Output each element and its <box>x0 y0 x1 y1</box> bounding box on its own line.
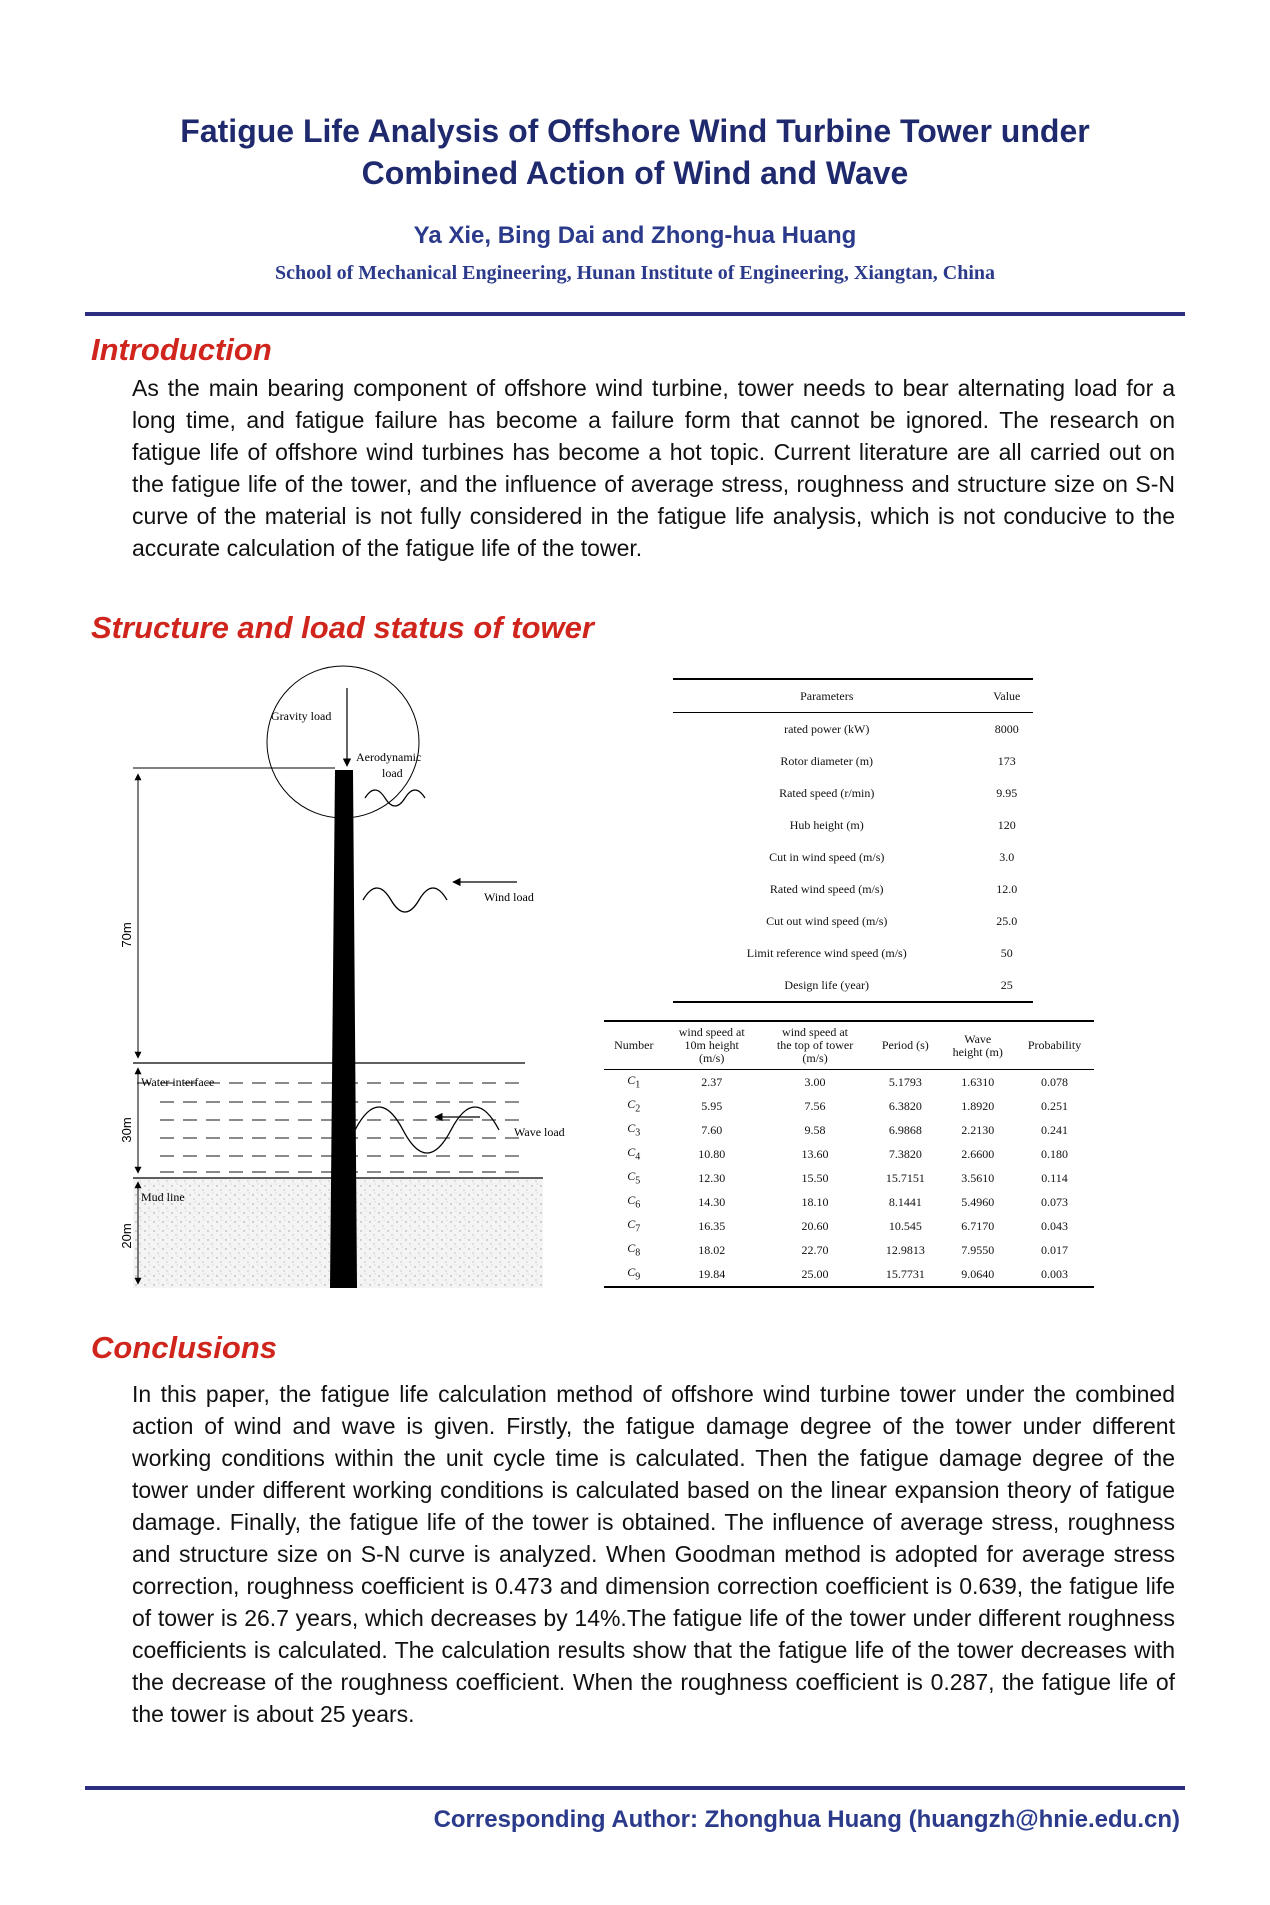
param-value-cell: 173 <box>997 753 1016 768</box>
probability-cell: 0.003 <box>1041 1266 1069 1281</box>
wstop-header-line-1: wind speed at <box>782 1025 849 1039</box>
condition-index: 1 <box>635 1079 641 1091</box>
ws10-header-line-3: (m/s) <box>699 1051 725 1065</box>
authors: Ya Xie, Bing Dai and Zhong-hua Huang <box>413 222 857 249</box>
condition-number-cell <box>604 1070 664 1095</box>
wstop-cell: 25.00 <box>801 1266 829 1281</box>
condition-row <box>604 1238 1094 1262</box>
condition-row <box>604 1118 1094 1142</box>
param-value-cell: 8000 <box>994 721 1019 736</box>
param-name-cell: Limit reference wind speed (m/s) <box>746 945 907 960</box>
wave-height-cell: 1.6310 <box>961 1074 995 1089</box>
ws10-col-header <box>664 1021 760 1070</box>
wstop-cell: 13.60 <box>801 1146 829 1161</box>
structure-heading: Structure and load status of tower <box>91 610 594 645</box>
period-col-header: Period (s) <box>881 1038 929 1052</box>
condition-letter: C <box>627 1073 636 1088</box>
aero-load-label-2: load <box>382 766 403 780</box>
height-70m-label: 70m <box>119 922 134 948</box>
wave-height-cell: 2.6600 <box>961 1146 995 1161</box>
param-row <box>673 777 1033 809</box>
wave-height-cell: 7.9550 <box>961 1242 995 1257</box>
period-cell: 15.7731 <box>885 1266 925 1281</box>
wave-height-cell: 9.0640 <box>961 1266 995 1281</box>
probability-cell: 0.180 <box>1041 1146 1069 1161</box>
ws10-cell: 14.30 <box>698 1194 726 1209</box>
param-row <box>673 937 1033 969</box>
wave-height-cell: 6.7170 <box>961 1218 995 1233</box>
wstop-cell: 7.56 <box>804 1098 826 1113</box>
condition-number-cell <box>604 1166 664 1190</box>
condition-row <box>604 1094 1094 1118</box>
probability-cell: 0.078 <box>1041 1074 1069 1089</box>
ws10-cell: 16.35 <box>698 1218 726 1233</box>
value-col-header: Value <box>993 688 1021 703</box>
condition-number-cell <box>604 1238 664 1262</box>
condition-index: 2 <box>635 1103 641 1115</box>
probability-cell: 0.073 <box>1041 1194 1069 1209</box>
param-value-cell: 50 <box>1000 945 1013 960</box>
param-value-cell: 9.95 <box>996 785 1018 800</box>
working-conditions-table <box>604 1020 1094 1288</box>
height-20m-label: 20m <box>119 1223 134 1249</box>
condition-letter: C <box>627 1193 636 1208</box>
wstop-cell: 18.10 <box>801 1194 829 1209</box>
ws10-cell: 7.60 <box>701 1122 723 1137</box>
condition-row <box>604 1214 1094 1238</box>
period-cell: 8.1441 <box>888 1194 922 1209</box>
ws10-header-line-2: 10m height <box>684 1038 739 1052</box>
tower-body <box>330 770 357 1288</box>
title-line-1: Fatigue Life Analysis of Offshore Wind Turbine Tower under <box>180 113 1090 149</box>
wave-load-label: Wave load <box>514 1125 565 1139</box>
param-header-row <box>673 679 1033 713</box>
tower-load-diagram <box>119 670 565 1290</box>
param-row <box>673 713 1033 746</box>
wstop-cell: 22.70 <box>801 1242 829 1257</box>
param-name-cell: Cut out wind speed (m/s) <box>766 913 888 928</box>
param-row <box>673 809 1033 841</box>
cond-table-body <box>604 1070 1094 1288</box>
condition-row <box>604 1190 1094 1214</box>
condition-letter: C <box>627 1097 636 1112</box>
conclusions-heading: Conclusions <box>91 1330 278 1365</box>
param-name-cell: Rotor diameter (m) <box>780 753 874 768</box>
condition-number-cell <box>604 1118 664 1142</box>
condition-number-cell <box>604 1190 664 1214</box>
condition-row <box>604 1070 1094 1095</box>
wave-header-line-1: Wave <box>964 1031 992 1046</box>
param-name-cell: Rated wind speed (m/s) <box>769 881 884 896</box>
param-name-cell: Design life (year) <box>784 977 870 992</box>
probability-cell: 0.251 <box>1041 1098 1069 1113</box>
probability-cell: 0.017 <box>1041 1242 1069 1257</box>
param-name-cell: Cut in wind speed (m/s) <box>769 849 885 864</box>
period-cell: 12.9813 <box>885 1242 925 1257</box>
param-row <box>673 969 1033 1002</box>
probability-col-header: Probability <box>1027 1038 1082 1052</box>
ws10-cell: 10.80 <box>698 1146 726 1161</box>
param-row <box>673 841 1033 873</box>
gravity-load-label: Gravity load <box>271 709 332 723</box>
period-cell: 5.1793 <box>888 1074 922 1089</box>
mud-line-label: Mud line <box>141 1190 185 1204</box>
water-dashes <box>137 1083 525 1172</box>
condition-letter: C <box>627 1217 636 1232</box>
ws10-header-line-1: wind speed at <box>678 1025 745 1039</box>
param-value-cell: 12.0 <box>996 881 1018 896</box>
condition-index: 4 <box>635 1151 641 1163</box>
condition-letter: C <box>627 1265 636 1280</box>
ws10-cell: 18.02 <box>698 1242 726 1257</box>
period-cell: 15.7151 <box>885 1170 925 1185</box>
period-cell: 6.9868 <box>888 1122 922 1137</box>
wave-sine-symbol <box>355 1107 499 1153</box>
cond-header-row <box>604 1021 1094 1070</box>
wstop-cell: 9.58 <box>804 1122 826 1137</box>
wave-height-cell: 2.2130 <box>961 1122 995 1137</box>
paper-title <box>90 110 1180 194</box>
param-name-cell: rated power (kW) <box>784 721 870 736</box>
title-line-2: Combined Action of Wind and Wave <box>361 155 909 191</box>
param-value-cell: 3.0 <box>999 849 1015 864</box>
condition-row <box>604 1142 1094 1166</box>
wstop-header-line-3: (m/s) <box>802 1051 828 1065</box>
conclusions-text: In this paper, the fatigue life calculation method of offshore wind turbine tower under the combined action of wind and wave is given. Firstly, the fatigue damage degree of the tower under different working conditions within the unit cycle time is calculated. Then the fatigue damage degree of the tower under different working conditions is calculated based on the linear expansion theory of fatigue damage. Finally, the fatigue life of the tower is obtained. The influence of average stress, roughness and structure size on S-N curve is analyzed. When Goodman method is adopted for average stress correction, roughness coefficient is 0.473 and dimension correction coefficient is 0.639, the fatigue life of tower is 26.7 years, which decreases by 14%.The fatigue life of the tower under different roughness coefficients is calculated. The calculation results show that the fatigue life of the tower decreases with the decrease of the roughness coefficient. When the roughness coefficient is 0.287, the fatigue life of the tower is about 25 years. <box>132 1381 1175 1727</box>
condition-index: 6 <box>635 1199 641 1211</box>
param-col-header: Parameters <box>800 688 854 703</box>
probability-cell: 0.114 <box>1041 1170 1068 1185</box>
period-cell: 10.545 <box>888 1218 922 1233</box>
condition-letter: C <box>627 1169 636 1184</box>
param-value-cell: 25.0 <box>996 913 1018 928</box>
wave-height-cell: 5.4960 <box>961 1194 995 1209</box>
condition-index: 8 <box>635 1247 641 1259</box>
condition-row <box>604 1262 1094 1287</box>
condition-letter: C <box>627 1145 636 1160</box>
condition-number-cell <box>604 1142 664 1166</box>
period-cell: 6.3820 <box>888 1098 922 1113</box>
introduction-heading: Introduction <box>91 332 272 367</box>
ws10-cell: 19.84 <box>698 1266 726 1281</box>
param-name-cell: Hub height (m) <box>789 817 864 832</box>
number-col-header: Number <box>614 1038 654 1052</box>
param-row <box>673 905 1033 937</box>
corresponding-author: Corresponding Author: Zhonghua Huang (huangzh@hnie.edu.cn) <box>433 1806 1180 1833</box>
param-table-body <box>673 713 1033 1003</box>
wave-col-header <box>940 1021 1015 1070</box>
top-divider <box>85 312 1185 316</box>
wave-header-line-2: height (m) <box>952 1044 1003 1059</box>
aero-load-label-1: Aerodynamic <box>356 750 422 764</box>
condition-index: 9 <box>635 1271 641 1283</box>
param-value-cell: 120 <box>997 817 1016 832</box>
bottom-divider <box>85 1786 1185 1790</box>
affiliation: School of Mechanical Engineering, Hunan Institute of Engineering, Xiangtan, China <box>274 262 996 284</box>
wind-load-label: Wind load <box>484 890 534 904</box>
condition-letter: C <box>627 1121 636 1136</box>
ws10-cell: 5.95 <box>701 1098 723 1113</box>
period-cell: 7.3820 <box>888 1146 922 1161</box>
condition-number-cell <box>604 1214 664 1238</box>
parameter-table <box>673 678 1033 1003</box>
introduction-text: As the main bearing component of offshore wind turbine, tower needs to bear alternating load for a long time, and fatigue failure has become a failure form that cannot be ignored. The research on fatigue life of offshore wind turbines has become a hot topic. Current literature are all carried out on the fatigue life of the tower, and the influence of average stress, roughness and structure size on S-N curve of the material is not fully considered in the fatigue life analysis, which is not conducive to the accurate calculation of the fatigue life of the tower. <box>132 375 1175 561</box>
condition-index: 7 <box>635 1223 641 1235</box>
probability-cell: 0.043 <box>1041 1218 1069 1233</box>
ws10-cell: 12.30 <box>698 1170 726 1185</box>
wstop-cell: 15.50 <box>801 1170 829 1185</box>
condition-index: 5 <box>635 1175 641 1187</box>
condition-row <box>604 1166 1094 1190</box>
wave-height-cell: 1.8920 <box>961 1098 995 1113</box>
condition-number-cell <box>604 1262 664 1287</box>
wstop-cell: 20.60 <box>801 1218 829 1233</box>
param-row <box>673 873 1033 905</box>
wstop-col-header <box>760 1021 870 1070</box>
condition-index: 3 <box>635 1127 641 1139</box>
condition-letter: C <box>627 1241 636 1256</box>
wave-height-cell: 3.5610 <box>961 1170 995 1185</box>
param-value-cell: 25 <box>1000 977 1013 992</box>
wstop-header-line-2: the top of tower <box>776 1038 854 1052</box>
condition-number-cell <box>604 1094 664 1118</box>
water-interface-label: Water interface <box>141 1075 215 1089</box>
height-30m-label: 30m <box>119 1117 134 1143</box>
probability-cell: 0.241 <box>1041 1122 1069 1137</box>
wind-wave-symbol <box>363 888 447 912</box>
param-name-cell: Rated speed (r/min) <box>779 785 875 800</box>
wstop-cell: 3.00 <box>804 1074 826 1089</box>
param-row <box>673 745 1033 777</box>
ws10-cell: 2.37 <box>701 1074 723 1089</box>
